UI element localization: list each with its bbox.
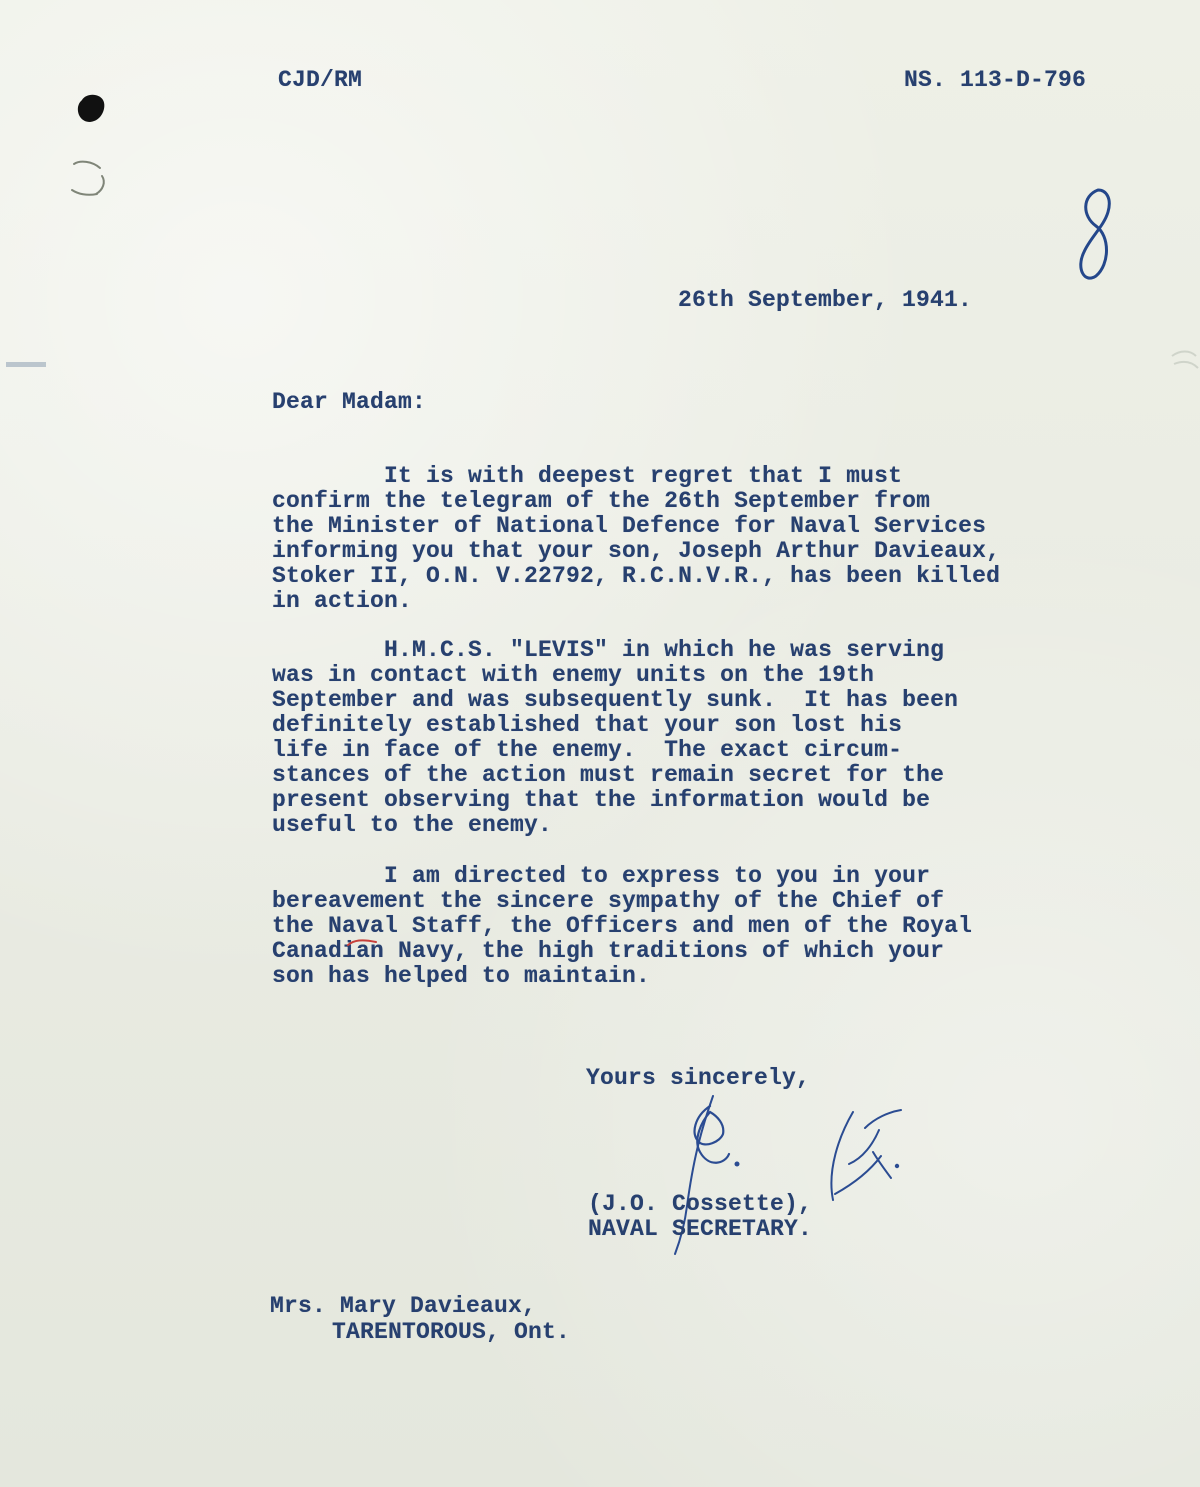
signer-name: (J.O. Cossette), bbox=[588, 1191, 813, 1217]
faint-margin-mark bbox=[1170, 348, 1200, 376]
faint-hole-mark bbox=[66, 156, 114, 202]
letter-paragraph-3: I am directed to express to you in your bereavement the sincere sympathy of the Chief of the Naval Staff, the Officers and men of the Royal Canadian Navy, the high traditions of which your son has helped to maintain. bbox=[272, 863, 973, 989]
reference-right: NS. 113-D-796 bbox=[904, 67, 1087, 93]
recipient-location: TARENTOROUS, Ont. bbox=[332, 1319, 571, 1345]
letter-paragraph-2: H.M.C.S. "LEVIS" in which he was serving was in contact with enemy units on the 19th September and was subsequently sunk. It has been definitely established that your son lost his life in face of the enemy. The exact circum- stances of the action must remain secret for the present observing that the information would be useful to the enemy. bbox=[272, 637, 959, 838]
margin-stamp-mark bbox=[6, 360, 52, 370]
recipient-name: Mrs. Mary Davieaux, bbox=[270, 1293, 537, 1319]
handwritten-page-number bbox=[1072, 186, 1120, 282]
letter-paragraph-1: It is with deepest regret that I must confirm the telegram of the 26th September from the Minister of National Defence for Naval Services informing you that your son, Joseph Arthur Davieaux, Stoker II, O.N. V.22792, R.C.N.V.R., has been killed in action. bbox=[272, 463, 1001, 614]
letter-date: 26th September, 1941. bbox=[678, 287, 973, 313]
closing: Yours sincerely, bbox=[586, 1065, 811, 1091]
salutation: Dear Madam: bbox=[272, 389, 427, 415]
signer-title: NAVAL SECRETARY. bbox=[588, 1216, 813, 1242]
red-correction-mark bbox=[346, 936, 380, 948]
punched-hole-mark bbox=[76, 92, 108, 124]
reference-left: CJD/RM bbox=[278, 67, 363, 93]
